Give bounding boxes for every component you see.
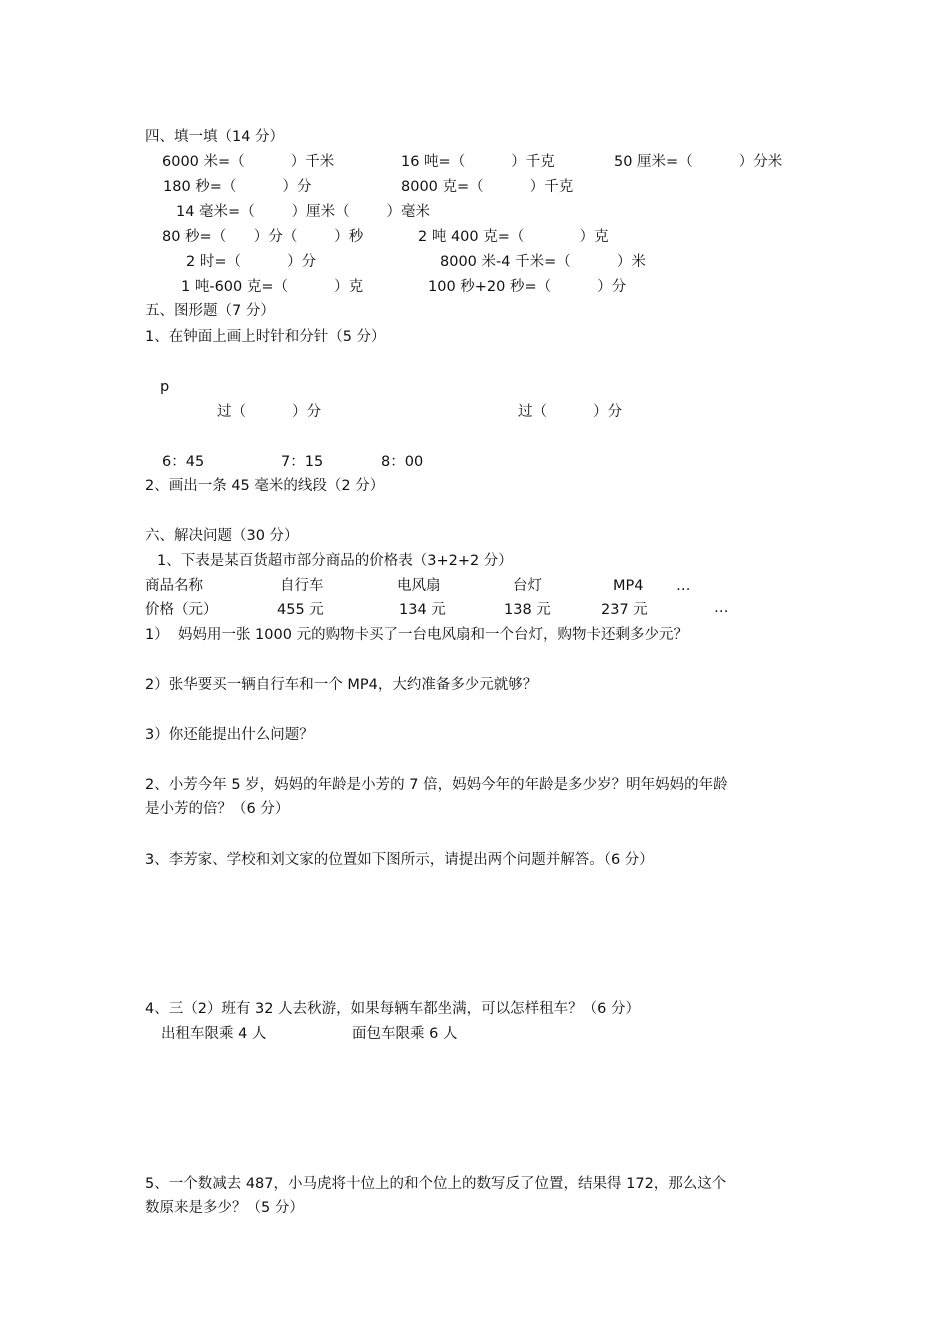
question-position: 3、李芳家、学校和刘文家的位置如下图所示，请提出两个问题并解答。（6 分） xyxy=(145,852,654,868)
table-cell: 134 元 xyxy=(399,602,446,618)
table-header-cell: … xyxy=(676,578,691,594)
table-header-cell: 电风扇 xyxy=(397,578,441,594)
fill-item: 80 秒=（ ）分（ ）秒 xyxy=(162,229,364,245)
question-age: 2、小芳今年 5 岁，妈妈的年龄是小芳的 7 倍，妈妈今年的年龄是多少岁？明年妈妈的年龄 xyxy=(145,777,728,793)
section-5-heading: 五、图形题（7 分） xyxy=(145,303,275,319)
fill-item: 16 吨=（ ）千克 xyxy=(401,154,555,170)
clock-time-label: 7：15 xyxy=(281,454,324,470)
section-4-heading: 四、填一填（14 分） xyxy=(145,129,285,145)
sub-question: 2）张华要买一辆自行车和一个 MP4，大约准备多少元就够？ xyxy=(145,677,538,693)
table-header-cell: 台灯 xyxy=(513,578,542,594)
clock-time-label: 8：00 xyxy=(381,454,424,470)
fill-item: 2 时=（ ）分 xyxy=(186,254,317,270)
fill-item: 50 厘米=（ ）分米 xyxy=(614,154,783,170)
question-clock: 1、在钟面上画上时针和分针（5 分） xyxy=(145,329,386,345)
question-number: 5、一个数减去 487，小马虎将十位上的和个位上的数写反了位置，结果得 172，那么这个 xyxy=(145,1176,727,1192)
clock-past-blank: 过（ ）分 xyxy=(518,404,623,420)
table-cell: 138 元 xyxy=(504,602,551,618)
question-line-segment: 2、画出一条 45 毫米的线段（2 分） xyxy=(145,478,385,494)
fill-item: 14 毫米=（ ）厘米（ ）毫米 xyxy=(176,204,430,220)
sub-question: 1） 妈妈用一张 1000 元的购物卡买了一台电风扇和一个台灯，购物卡还剩多少元？ xyxy=(145,627,689,643)
fill-item: 180 秒=（ ）分 xyxy=(163,179,312,195)
fill-item: 6000 米=（ ）千米 xyxy=(162,154,335,170)
van-label: 面包车限乘 6 人 xyxy=(352,1026,458,1042)
fill-item: 2 吨 400 克=（ ）克 xyxy=(418,229,609,245)
taxi-label: 出租车限乘 4 人 xyxy=(161,1026,267,1042)
fill-item: 1 吨-600 克=（ ）克 xyxy=(181,279,364,295)
fill-item: 8000 米-4 千米=（ ）米 xyxy=(440,254,646,270)
table-cell: … xyxy=(714,600,729,616)
question-rent-car: 4、三（2）班有 32 人去秋游，如果每辆车都坐满，可以怎样租车？（6 分） xyxy=(145,1001,640,1017)
stray-letter: p xyxy=(160,379,170,395)
fill-item: 8000 克=（ ）千克 xyxy=(401,179,574,195)
fill-item: 100 秒+20 秒=（ ）分 xyxy=(428,279,627,295)
section-6-heading: 六、解决问题（30 分） xyxy=(145,528,299,544)
table-cell: 237 元 xyxy=(601,602,648,618)
table-header-cell: 自行车 xyxy=(280,578,324,594)
table-header-cell: 商品名称 xyxy=(145,578,203,594)
table-cell: 价格（元） xyxy=(145,602,218,618)
clock-time-label: 6：45 xyxy=(162,454,205,470)
question-age: 是小芳的倍？（6 分） xyxy=(145,801,290,817)
sub-question: 3）你还能提出什么问题？ xyxy=(145,727,314,743)
table-cell: 455 元 xyxy=(277,602,324,618)
question-price-table: 1、下表是某百货超市部分商品的价格表（3+2+2 分） xyxy=(157,553,513,569)
question-number: 数原来是多少？（5 分） xyxy=(145,1200,304,1216)
clock-past-blank: 过（ ）分 xyxy=(217,404,322,420)
table-header-cell: MP4 xyxy=(613,578,644,594)
